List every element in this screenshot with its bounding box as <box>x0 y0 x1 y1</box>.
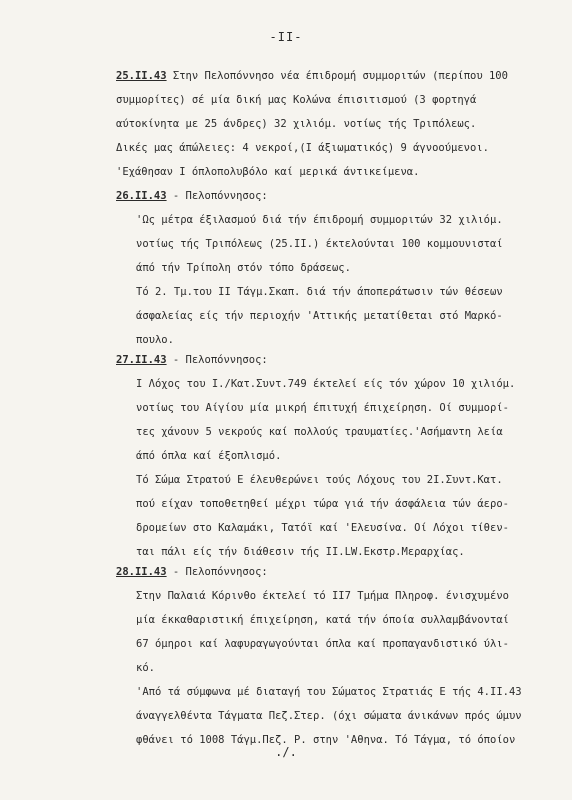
entry-heading <box>116 348 556 372</box>
entry-date: 26.II.43 <box>116 190 167 202</box>
entry-line: άναγγελθέντα Τάγματα Πεζ.Στερ. (όχι σώματα άνικάνων πρός ώμυν <box>136 710 522 722</box>
entry-line: δρομείων στο Καλαμάκι, Τατόϊ καί 'Ελευσίνα. Οί Λόχοι τίθεν- <box>136 522 509 534</box>
entry-line: Στην Παλαιά Κόρινθο έκτελεί τό II7 Τμήμα Πληροφ. ένισχυμένο <box>136 590 509 602</box>
entry-date: 25.II.43 <box>116 70 167 82</box>
entry-date: 28.II.43 <box>116 566 167 578</box>
entry-date: 27.II.43 <box>116 354 167 366</box>
diary-entry-26-ii-43 <box>116 184 556 352</box>
diary-entry-28-ii-43 <box>116 560 556 752</box>
entry-line: κό. <box>136 662 155 674</box>
diary-entry-25-ii-43 <box>116 64 556 184</box>
entry-line: άπό όπλα καί έξοπλισμό. <box>136 450 282 462</box>
page-number: -II- <box>269 30 303 44</box>
entry-heading-text: - Πελοπόννησος: <box>166 566 268 578</box>
entry-heading-text: Στην Πελοπόννησο νέα έπιδρομή συμμοριτών (περίπου 100 <box>166 70 508 82</box>
entry-line: μία έκκαθαριστική έπιχείρηση, κατά τήν όποία συλλαμβάνονταί <box>136 614 509 626</box>
entry-line: άσφαλείας είς τήν περιοχήν 'Αττικής μετατίθεται στό Μαρκό- <box>136 310 503 322</box>
entry-line: 'Εχάθησαν I όπλοπολυβόλο καί μερικά άντικείμενα. <box>116 166 420 178</box>
entry-heading <box>116 560 556 584</box>
entry-line: ται πάλι είς τήν διάθεσιν τής II.LW.Εκστρ.Μεραρχίας. <box>136 546 465 558</box>
entry-line: συμμορίτες) σέ μία δική μας Κολώνα έπισιτισμού (3 φορτηγά <box>116 94 477 106</box>
entry-line: I Λόχος του I./Κατ.Συντ.749 έκτελεί είς τόν χώρον 10 χιλιόμ. <box>136 378 516 390</box>
entry-line: τες χάνουν 5 νεκρούς καί πολλούς τραυματίες.'Ασήμαντη λεία <box>136 426 503 438</box>
entry-heading-text: - Πελοπόννησος: <box>166 190 268 202</box>
entry-line: πού είχαν τοποθετηθεί μέχρι τώρα γιά τήν άσφάλεια τών άερο- <box>136 498 509 510</box>
entry-line: Τό 2. Τμ.του II Τάγμ.Σκαπ. διά τήν άποπεράτωσιν τών θέσεων <box>136 286 503 298</box>
entry-heading <box>116 184 556 208</box>
entry-heading <box>116 64 556 88</box>
entry-line: 'Από τά σύμφωνα μέ διαταγή του Σώματος Στρατιάς Ε τής 4.II.43 <box>136 686 522 698</box>
entry-line: 67 όμηροι καί λαφυραγωγούνται όπλα καί προπαγανδιστικό ύλι- <box>136 638 509 650</box>
entry-line: πουλο. <box>136 334 174 346</box>
entry-line: νοτίως του Αίγίου μία μικρή έπιτυχή έπιχείρηση. Οί συμμορί- <box>136 402 509 414</box>
entry-heading-text: - Πελοπόννησος: <box>166 354 268 366</box>
entry-line: αύτοκίνητα με 25 άνδρες) 32 χιλιόμ. νοτίως τής Τριπόλεως. <box>116 118 477 130</box>
continuation-mark: ./. <box>275 745 297 759</box>
diary-entry-27-ii-43 <box>116 348 556 564</box>
entry-line: 'Ως μέτρα έξιλασμού διά τήν έπιδρομή συμμοριτών 32 χιλιόμ. <box>136 214 503 226</box>
entry-line: Δικές μας άπώλειες: 4 νεκροί,(I άξιωματικός) 9 άγνοούμενοι. <box>116 142 489 154</box>
entry-line: Τό Σώμα Στρατού Ε έλευθερώνει τούς Λόχους του 2Ι.Συντ.Κατ. <box>136 474 503 486</box>
entry-line: άπό τήν Τρίπολη στόν τόπο δράσεως. <box>136 262 351 274</box>
entry-line: νοτίως τής Τριπόλεως (25.II.) έκτελούνται 100 κομμουνισταί <box>136 238 503 250</box>
entry-line: φθάνει τό 1008 Τάγμ.Πεζ. Ρ. στην 'Αθηνα. Τό Τάγμα, τό όποίον <box>136 734 516 746</box>
